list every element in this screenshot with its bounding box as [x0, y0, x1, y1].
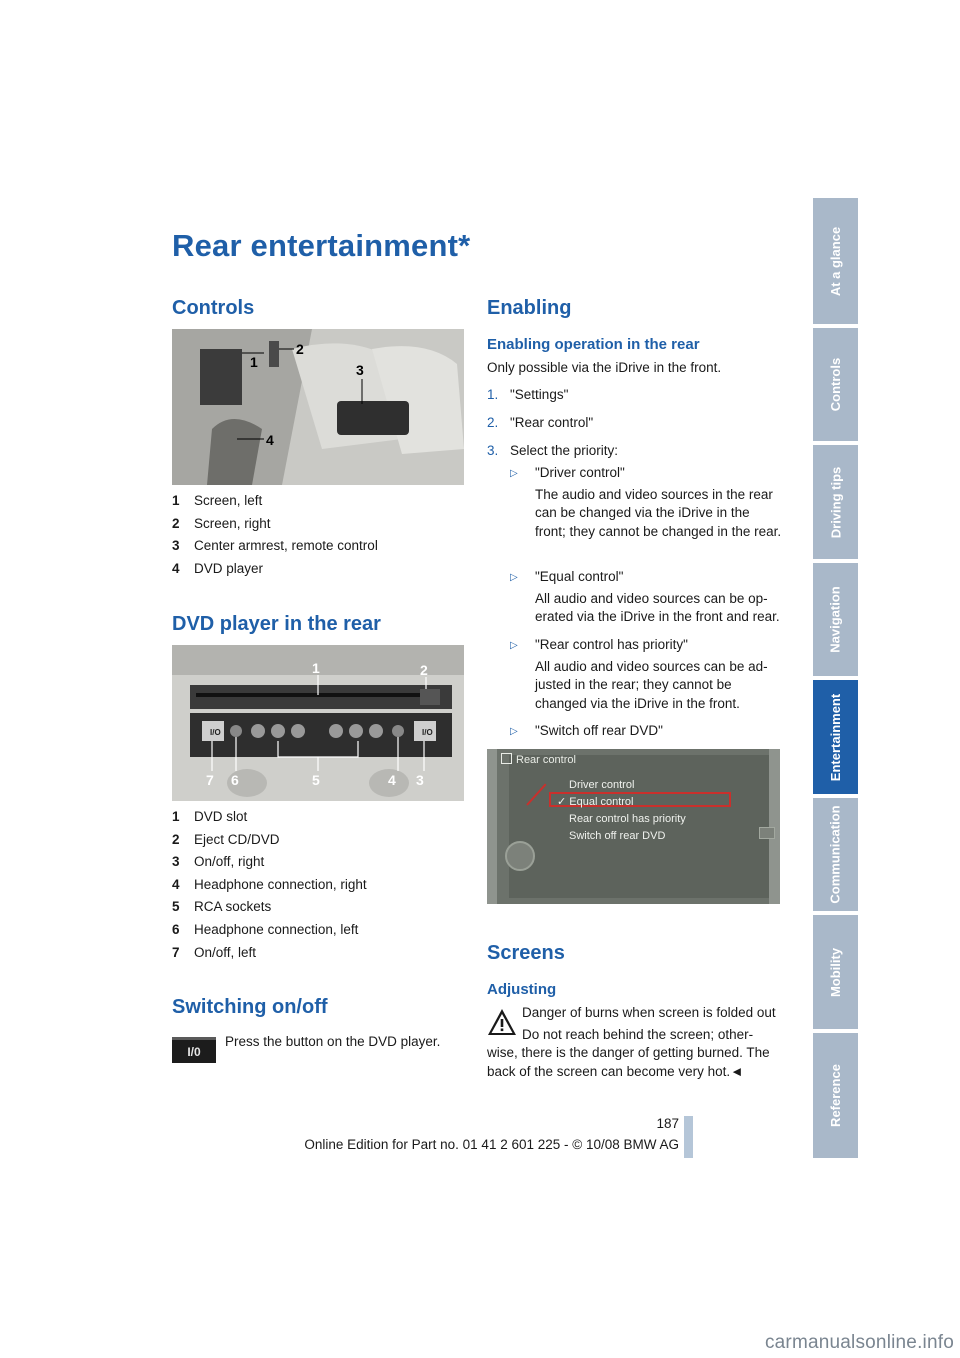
enabling-intro: Only possible via the iDrive in the front.	[487, 360, 722, 375]
dvd-photo-callout-6: 6	[231, 772, 239, 788]
bullet-triangle-icon: ▷	[510, 640, 518, 651]
list-item: 3 On/off, right	[172, 854, 265, 870]
warning-text: Do not reach behind the screen; other-wise, there is the danger of getting burned. The back of the screen can become very hot.◄	[487, 1027, 770, 1079]
switching-text: Press the button on the DVD player.	[225, 1034, 441, 1049]
list-item: 2 Eject CD/DVD	[172, 831, 280, 847]
tab-navigation[interactable]: Navigation	[813, 563, 858, 676]
list-item: 7 On/off, left	[172, 944, 257, 960]
dvd-heading: DVD player in the rear	[172, 613, 381, 635]
tab-controls[interactable]: Controls	[813, 328, 858, 441]
footer-rule	[684, 1116, 693, 1158]
tab-mobility[interactable]: Mobility	[813, 915, 858, 1029]
dvd-photo-button-right-label: I/O	[422, 728, 433, 737]
watermark: carmanualsonline.info	[764, 1332, 954, 1353]
step-item: 3. Select the priority:	[487, 443, 619, 458]
tab-at-a-glance[interactable]: At a glance	[813, 198, 858, 324]
step-item: 1. "Settings"	[487, 387, 569, 402]
controller-knob-icon	[505, 841, 535, 871]
screen-menu-list	[557, 777, 686, 845]
controls-photo-callout-3: 3	[356, 362, 364, 378]
controls-photo-callout-2: 2	[296, 341, 304, 357]
dvd-photo-callout-5: 5	[312, 772, 320, 788]
enabling-subheading: Enabling operation in the rear	[487, 336, 700, 353]
bullet-triangle-icon: ▷	[510, 468, 518, 479]
screens-heading: Screens	[487, 942, 565, 964]
dvd-legend	[172, 809, 472, 967]
dvd-photo-button-left-label: I/O	[210, 728, 221, 737]
warning-title: Danger of burns when screen is folded out	[522, 1005, 776, 1020]
bullet-triangle-icon: ▷	[510, 572, 518, 583]
controls-photo-callout-4: 4	[266, 432, 274, 448]
list-item: 1 DVD slot	[172, 809, 248, 824]
controls-heading: Controls	[172, 297, 255, 319]
adjusting-subheading: Adjusting	[487, 981, 557, 998]
step-item: 2. "Rear control"	[487, 415, 594, 430]
priority-option: ▷ "Rear control has priority" All audio and video sources can be ad-justed in the rear; they cannot be changed via the iDrive in the front.	[510, 637, 768, 711]
list-item: 3 Center armrest, remote control	[172, 538, 378, 554]
list-item: 5 RCA sockets	[172, 899, 272, 915]
screen-side-icon	[759, 827, 775, 839]
bullet-triangle-icon: ▷	[510, 726, 518, 737]
controls-legend	[172, 493, 472, 583]
screen-menu-item: Driver control	[569, 779, 635, 791]
list-item: 1 Screen, left	[172, 493, 263, 508]
tab-communication[interactable]: Communication	[813, 798, 858, 911]
tab-entertainment[interactable]: Entertainment	[813, 680, 858, 794]
screen-menu-item-selected: ✓ Equal control	[557, 796, 634, 808]
switching-heading: Switching on/off	[172, 996, 328, 1018]
menu-back-icon	[501, 753, 512, 764]
priority-option: ▷ "Driver control" The audio and video sources in the rear can be changed via the iDrive in the front; they cannot be changed in the rear.	[510, 465, 782, 539]
priority-option: ▷ "Switch off rear DVD"	[510, 722, 782, 740]
list-item: 6 Headphone connection, left	[172, 921, 359, 937]
dvd-photo-callout-2: 2	[420, 662, 428, 678]
rear-seat-photo	[172, 329, 464, 485]
checkmark-icon: ✓	[557, 796, 570, 808]
footer-edition: Online Edition for Part no. 01 41 2 601 225 - © 10/08 BMW AG	[304, 1137, 679, 1152]
screen-title: Rear control	[501, 753, 576, 766]
dvd-photo-callout-1: 1	[312, 660, 320, 676]
priority-option: ▷ "Equal control" All audio and video sources can be op-erated via the iDrive in the front and rear.	[510, 569, 780, 625]
page-number: 187	[656, 1116, 679, 1131]
tab-reference[interactable]: Reference	[813, 1033, 858, 1158]
power-button-icon: I/0	[172, 1037, 216, 1063]
dvd-photo-callout-3: 3	[416, 772, 424, 788]
list-item: 2 Screen, right	[172, 515, 271, 531]
dvd-player-photo	[172, 645, 464, 801]
screen-menu-item: Rear control has priority	[569, 813, 686, 825]
page-title: Rear entertainment*	[172, 228, 471, 263]
dvd-photo-callout-7: 7	[206, 772, 214, 788]
dvd-photo-callout-4: 4	[388, 772, 396, 788]
list-item: 4 DVD player	[172, 560, 264, 576]
controls-photo-callout-1: 1	[250, 354, 258, 370]
idrive-screen-photo	[487, 749, 780, 904]
screen-menu-item: Switch off rear DVD	[569, 830, 666, 842]
tab-driving-tips[interactable]: Driving tips	[813, 445, 858, 559]
enabling-heading: Enabling	[487, 297, 572, 319]
list-item: 4 Headphone connection, right	[172, 876, 367, 892]
